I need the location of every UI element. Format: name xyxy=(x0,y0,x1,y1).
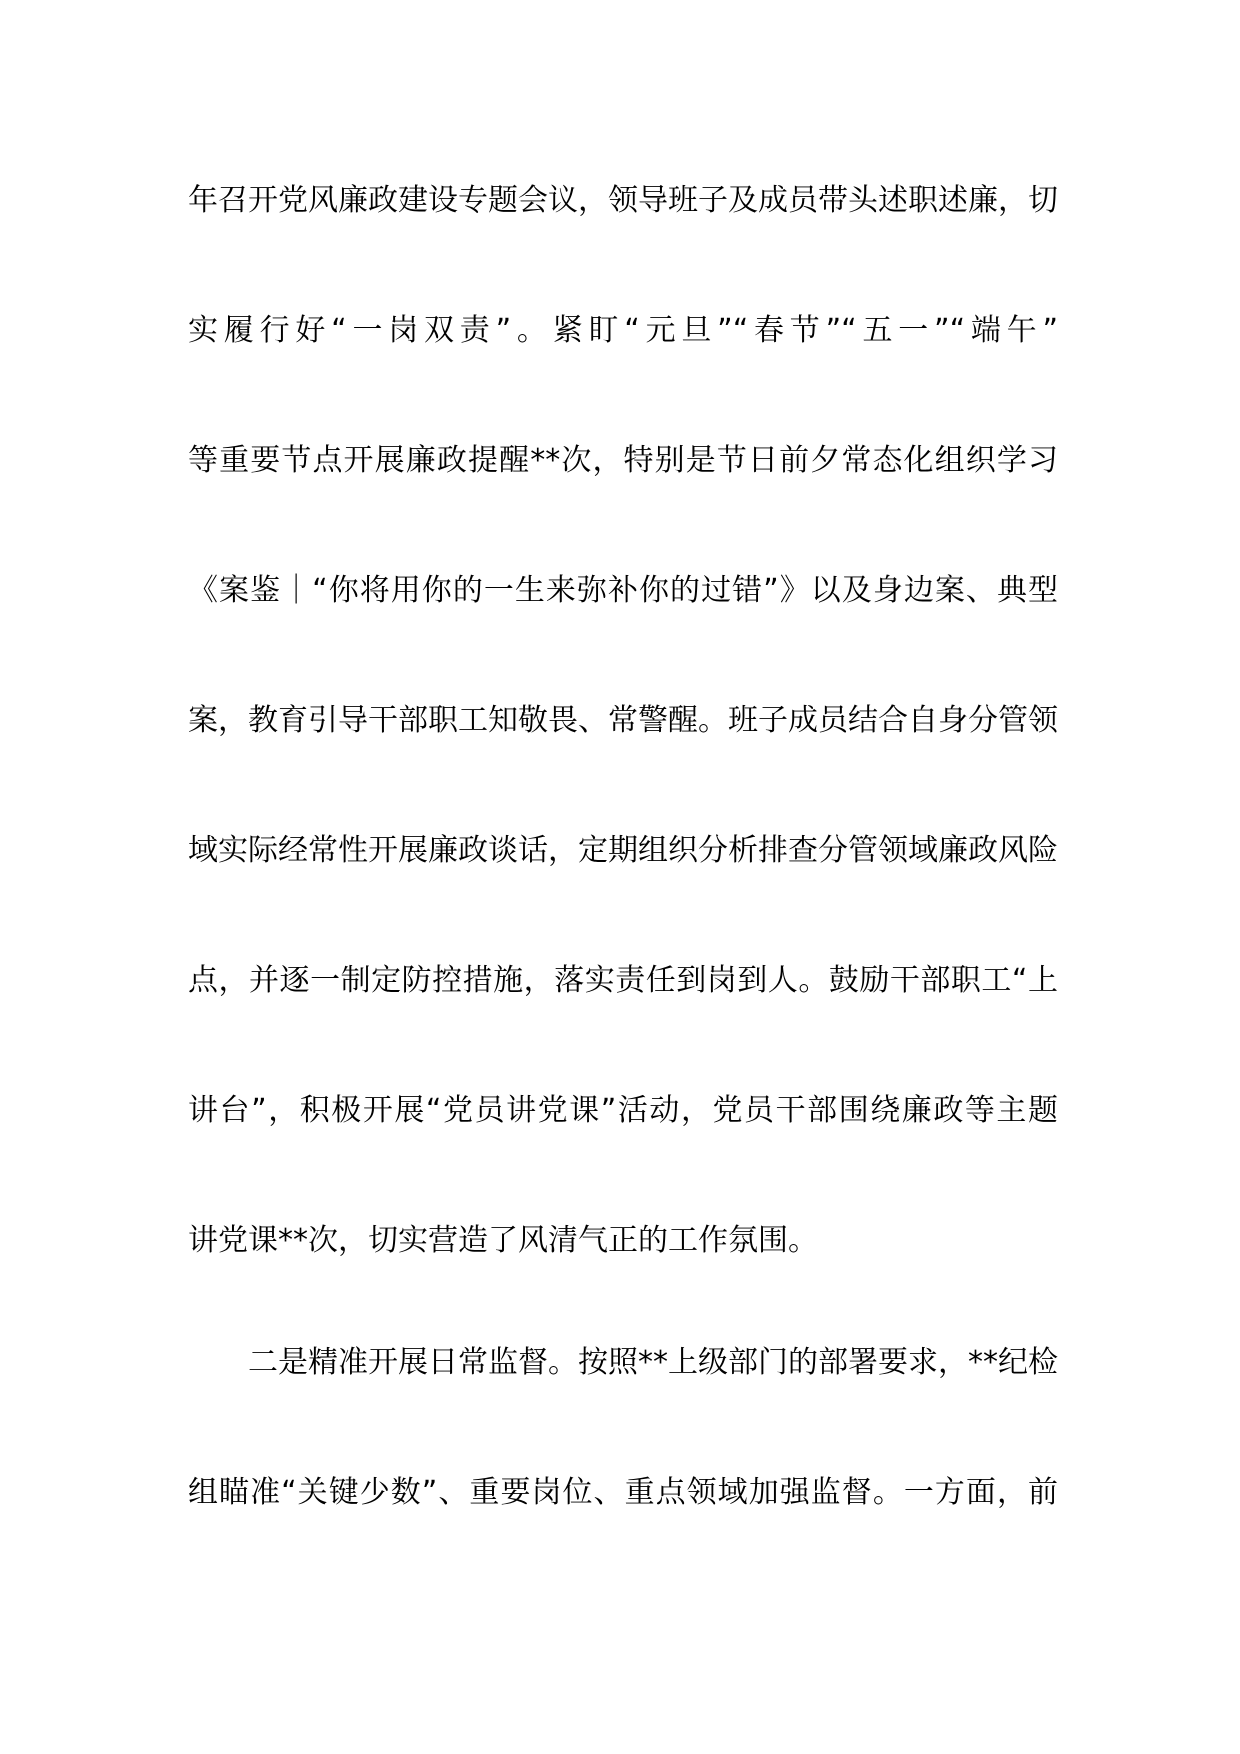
paragraph-line: 等重要节点开展廉政提醒**次，特别是节日前夕常态化组织学习 xyxy=(188,443,1058,478)
paragraph-line: 域实际经常性开展廉政谈话，定期组织分析排查分管领域廉政风险 xyxy=(188,833,1058,868)
paragraph-line: 《案鉴｜“你将用你的一生来弥补你的过错”》以及身边案、典型 xyxy=(188,573,1058,608)
paragraph-line: 点，并逐一制定防控措施，落实责任到岗到人。鼓励干部职工“上 xyxy=(188,963,1058,998)
paragraph-line: 实履行好“一岗双责”。紧盯“元旦”“春节”“五一”“端午” xyxy=(188,313,1058,348)
paragraph-line: 讲台”，积极开展“党员讲党课”活动，党员干部围绕廉政等主题 xyxy=(188,1093,1058,1128)
paragraph-line: 年召开党风廉政建设专题会议，领导班子及成员带头述职述廉，切 xyxy=(188,183,1058,218)
paragraph-line: 二是精准开展日常监督。按照**上级部门的部署要求，**纪检 xyxy=(248,1345,1058,1380)
paragraph-line: 组瞄准“关键少数”、重要岗位、重点领域加强监督。一方面，前 xyxy=(188,1475,1058,1510)
paragraph-line: 讲党课**次，切实营造了风清气正的工作氛围。 xyxy=(188,1223,818,1258)
paragraph-line: 案，教育引导干部职工知敬畏、常警醒。班子成员结合自身分管领 xyxy=(188,703,1058,738)
